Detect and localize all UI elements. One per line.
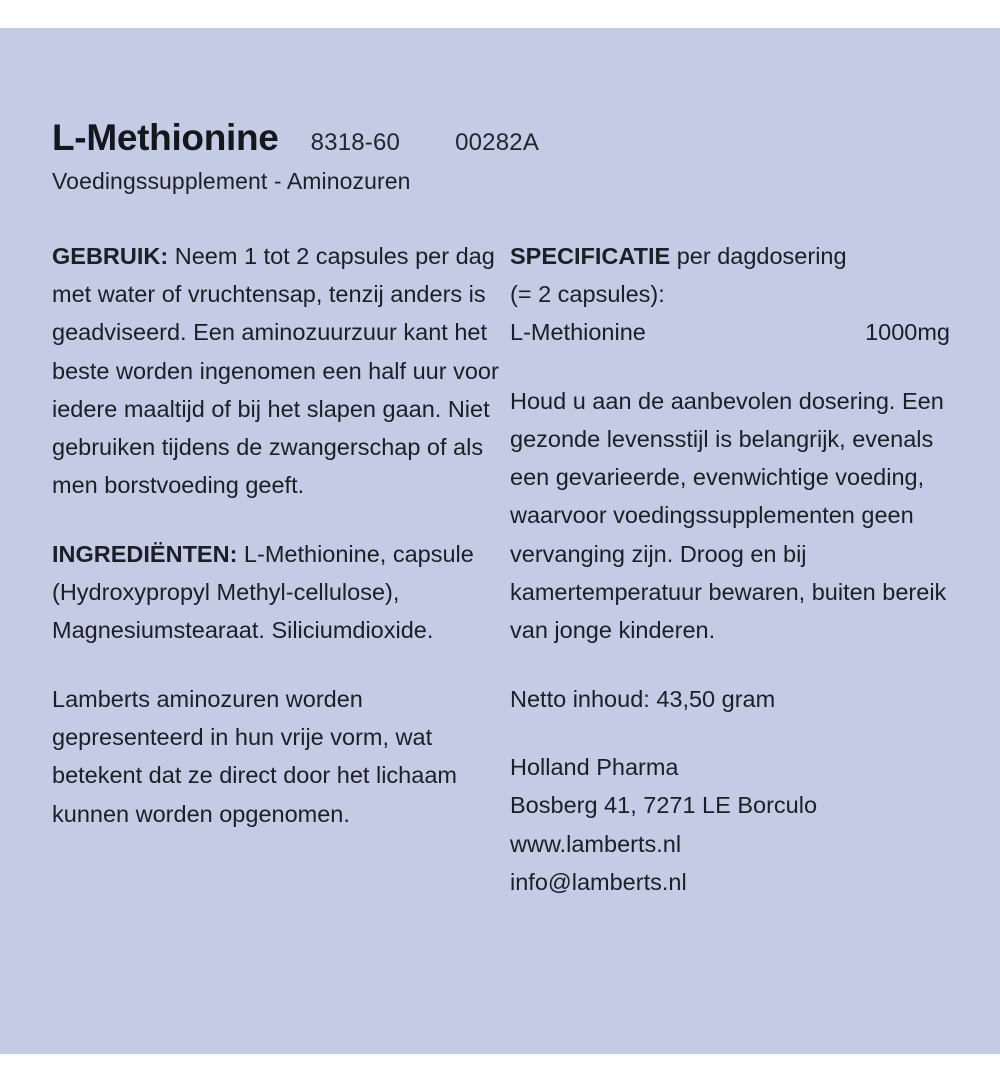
usage-heading: GEBRUIK: [52, 242, 169, 269]
specification-heading-rest: per dagdosering [670, 242, 847, 269]
specification-dose: (= 2 capsules): [510, 280, 665, 307]
right-column [510, 237, 950, 901]
page-title: L-Methionine [52, 117, 279, 158]
spacer [510, 352, 950, 382]
company-email: info@lamberts.nl [510, 868, 687, 895]
usage-paragraph [52, 237, 500, 505]
usage-text: Neem 1 tot 2 capsules per dag met water of vruchtensap, tenzij anders is geadviseerd. Een aminozuurzuur kant het beste worden ingenomen een half uur voor iedere maaltijd of bij het slapen gaan. Niet gebruiken tijdens de zwangerschap of als men borstvoeding geeft. [52, 242, 499, 499]
specification-item-name: L-Methionine [510, 319, 646, 346]
company-name: Holland Pharma [510, 753, 679, 780]
specification-paragraph [510, 237, 950, 314]
left-column [52, 237, 510, 901]
product-subtitle: Voedingssupplement - Aminozuren [52, 167, 411, 194]
supplement-label-card [0, 28, 1000, 1054]
company-block [510, 748, 950, 901]
label-header [52, 118, 952, 159]
ingredients-heading: INGREDIËNTEN: [52, 540, 238, 567]
advice-paragraph: Houd u aan de aanbevolen dosering. Een gezonde levensstijl is belangrijk, evenals een gevarieerde, evenwichtige voeding, waarvoor voedingssupplementen geen vervanging zijn. Droog en bij kamertemperatuur bewaren, buiten bereik van jonge kinderen. [510, 387, 947, 644]
ingredients-paragraph [52, 535, 500, 650]
company-website: www.lamberts.nl [510, 830, 682, 857]
ingredients-text: L-Methionine, capsule (Hydroxypropyl Methyl-cellulose), Magnesiumstearaat. Siliciumdioxide. [52, 540, 474, 644]
company-address: Bosberg 41, 7271 LE Borculo [510, 792, 818, 819]
specification-item-amount: 1000mg [865, 319, 950, 346]
specification-heading: SPECIFICATIE [510, 242, 671, 269]
product-code-secondary: 00282A [455, 129, 540, 156]
label-content [52, 118, 952, 901]
product-code-primary: 8318-60 [310, 129, 401, 156]
specification-row [510, 313, 950, 351]
free-form-note: Lamberts aminozuren worden gepresenteerd in hun vrije vorm, wat betekent dat ze direct door het lichaam kunnen worden opgenomen. [52, 685, 457, 827]
net-content: Netto inhoud: 43,50 gram [510, 685, 776, 712]
label-columns [52, 237, 952, 901]
